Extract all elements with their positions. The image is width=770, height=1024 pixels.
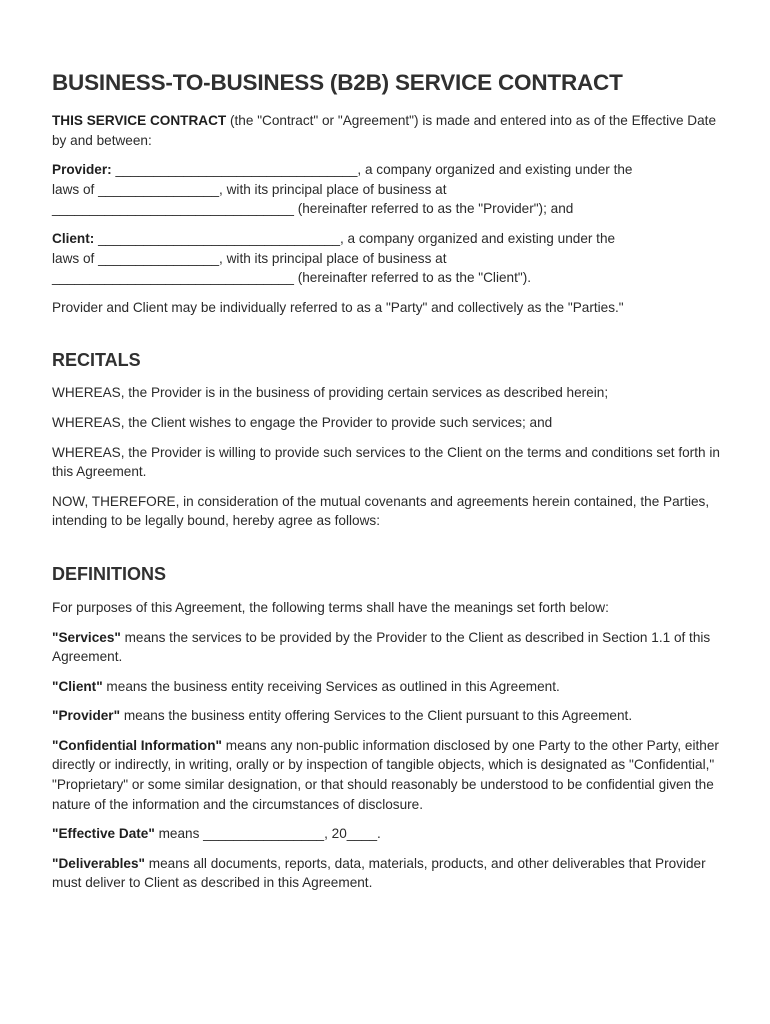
intro-text: (the "Contract" or "Agreement") is made and entered into as of the Effective Date by and between: <box>52 113 717 148</box>
parties-note: Provider and Client may be individually referred to as a "Party" and collectively as the "Parties." <box>52 299 624 315</box>
definitions-heading: DEFINITIONS <box>52 563 167 584</box>
definition-term: "Provider" <box>52 708 121 724</box>
provider-paragraph <box>52 160 724 219</box>
definition-item <box>52 854 724 893</box>
definition-term: "Deliverables" <box>52 855 145 871</box>
definition-item <box>52 677 724 697</box>
client-line-2: laws of ________________, with its principal place of business at <box>52 250 447 266</box>
client-line-1: ________________________________, a company organized and existing under the <box>94 230 616 246</box>
definition-item <box>52 736 724 814</box>
definitions-intro: For purposes of this Agreement, the following terms shall have the meanings set forth below: <box>52 599 609 615</box>
definition-item <box>52 628 724 667</box>
client-label: Client: <box>52 230 95 246</box>
definition-term: "Effective Date" <box>52 826 155 842</box>
definition-term: "Services" <box>52 629 121 645</box>
provider-line-1: ________________________________, a company organized and existing under the <box>111 162 633 178</box>
definition-text: means the services to be provided by the Provider to the Client as described in Section 1.1 of this Agreement. <box>52 629 711 665</box>
intro-paragraph <box>52 111 724 150</box>
definition-item <box>52 824 724 844</box>
provider-label: Provider: <box>52 162 112 178</box>
definition-term: "Confidential Information" <box>52 737 222 753</box>
definition-text: means the business entity receiving Services as outlined in this Agreement. <box>102 678 560 694</box>
definition-text: means the business entity offering Services to the Client pursuant to this Agreement. <box>120 708 633 724</box>
provider-line-2: laws of ________________, with its principal place of business at <box>52 181 447 197</box>
definition-term: "Client" <box>52 678 103 694</box>
client-line-3: ________________________________ (hereinafter referred to as the "Client"). <box>52 270 532 286</box>
recital-paragraph: WHEREAS, the Client wishes to engage the Provider to provide such services; and <box>52 414 553 430</box>
contract-page <box>52 66 724 893</box>
client-paragraph <box>52 229 724 288</box>
definition-item <box>52 706 724 726</box>
recital-paragraph: WHEREAS, the Provider is willing to provide such services to the Client on the terms and conditions set forth in this Agreement. <box>52 444 720 480</box>
provider-line-3: ________________________________ (hereinafter referred to as the "Provider"); and <box>52 201 574 217</box>
definition-text: means ________________, 20____. <box>154 826 381 842</box>
recitals-heading: RECITALS <box>52 350 141 371</box>
definition-text: means all documents, reports, data, materials, products, and other deliverables that Provider must deliver to Client as described in this Agreement. <box>52 855 706 891</box>
document-title: BUSINESS-TO-BUSINESS (B2B) SERVICE CONTRACT <box>52 70 623 95</box>
definition-text: means any non-public information disclosed by one Party to the other Party, either directly or indirectly, in writing, orally or by inspection of tangible objects, which is designated as "Confidential," "Proprietary" or some similar designation, or that should reasonably be understood to be confidential given the nature of the information and the circumstances of disclosure. <box>52 737 719 812</box>
recital-paragraph: NOW, THEREFORE, in consideration of the mutual covenants and agreements herein contained, the Parties, intending to be legally bound, hereby agree as follows: <box>52 493 710 529</box>
intro-lead: THIS SERVICE CONTRACT <box>52 113 227 128</box>
recital-paragraph: WHEREAS, the Provider is in the business of providing certain services as described herein; <box>52 385 609 401</box>
